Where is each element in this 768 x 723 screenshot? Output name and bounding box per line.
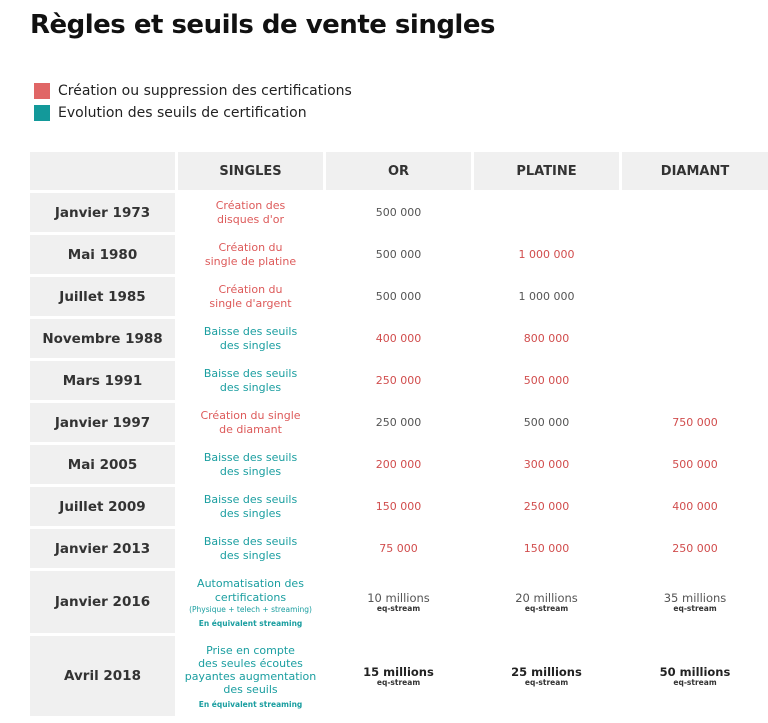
legend-swatch-teal	[34, 105, 50, 121]
unit-or: eq-stream	[376, 603, 421, 613]
row-event	[178, 277, 323, 316]
row-date: Mai 1980	[30, 235, 175, 274]
unit-diamant: eq-stream	[673, 603, 717, 613]
row-date: Juillet 2009	[30, 487, 175, 526]
value-or: 10 millions	[367, 590, 430, 605]
row-diamant	[622, 571, 768, 633]
event-line: Prise en compte	[206, 643, 295, 657]
legend-item-creation	[34, 80, 352, 102]
event-line: des seuils	[223, 682, 278, 696]
row-or: 250 000	[375, 374, 422, 387]
table-row	[30, 361, 768, 400]
event-line: des singles	[219, 548, 282, 562]
value-platine: 25 millions	[511, 664, 582, 679]
row-event	[178, 361, 323, 400]
row-platine: 300 000	[523, 458, 570, 471]
table-header-row	[30, 152, 768, 190]
event-line: des singles	[219, 464, 282, 478]
event-line: Baisse des seuils	[203, 366, 298, 380]
row-event	[178, 319, 323, 358]
event-line: Création du	[218, 240, 283, 254]
table-row	[30, 277, 768, 316]
table-row-2018	[30, 636, 768, 716]
row-event	[178, 193, 323, 232]
certification-table	[27, 149, 768, 719]
row-event	[178, 529, 323, 568]
event-line: des singles	[219, 506, 282, 520]
row-platine: 1 000 000	[518, 290, 575, 303]
row-diamant	[622, 636, 768, 716]
event-line: Automatisation des	[197, 576, 304, 590]
header-diamant: DIAMANT	[622, 152, 768, 190]
legend	[34, 80, 352, 124]
table-row	[30, 529, 768, 568]
page-title: Règles et seuils de vente singles	[30, 10, 495, 40]
row-or: 250 000	[375, 416, 422, 429]
event-line: des singles	[219, 338, 282, 352]
row-date: Janvier 2016	[30, 571, 175, 633]
row-platine	[474, 571, 619, 633]
row-event	[178, 636, 323, 716]
event-line: payantes augmentation	[184, 669, 317, 683]
row-diamant	[622, 361, 768, 400]
event-eq: En équivalent streaming	[198, 618, 303, 628]
header-platine: PLATINE	[474, 152, 619, 190]
unit-or: eq-stream	[376, 677, 421, 687]
table-row	[30, 445, 768, 484]
event-line: Baisse des seuils	[203, 534, 298, 548]
row-platine	[474, 193, 619, 232]
row-diamant	[622, 277, 768, 316]
row-date: Juillet 1985	[30, 277, 175, 316]
row-or: 500 000	[375, 248, 422, 261]
row-platine	[474, 636, 619, 716]
row-diamant	[622, 319, 768, 358]
event-line: Baisse des seuils	[203, 450, 298, 464]
header-or: OR	[326, 152, 471, 190]
event-line: des singles	[219, 380, 282, 394]
table-row	[30, 319, 768, 358]
row-event	[178, 403, 323, 442]
table-row	[30, 235, 768, 274]
table-body	[30, 193, 768, 716]
event-line: single de platine	[204, 254, 297, 268]
row-or	[326, 636, 471, 716]
header-empty	[30, 152, 175, 190]
event-line: Création du single	[200, 408, 301, 422]
row-date: Avril 2018	[30, 636, 175, 716]
row-or: 500 000	[375, 206, 422, 219]
unit-platine: eq-stream	[524, 603, 569, 613]
row-diamant: 250 000	[672, 542, 718, 555]
row-diamant: 500 000	[672, 458, 718, 471]
row-event	[178, 571, 323, 633]
row-diamant: 750 000	[672, 416, 718, 429]
row-or: 150 000	[375, 500, 422, 513]
legend-label-creation: Création ou suppression des certifications	[58, 83, 352, 99]
row-or: 75 000	[379, 542, 418, 555]
value-diamant: 35 millions	[663, 590, 727, 605]
row-diamant: 400 000	[672, 500, 718, 513]
event-line: de diamant	[219, 422, 282, 436]
value-or: 15 millions	[363, 664, 434, 679]
row-platine: 150 000	[523, 542, 570, 555]
row-date: Mars 1991	[30, 361, 175, 400]
event-line: Baisse des seuils	[203, 492, 298, 506]
legend-item-evolution	[34, 102, 352, 124]
table-row	[30, 487, 768, 526]
row-platine: 1 000 000	[518, 248, 575, 261]
legend-swatch-red	[34, 83, 50, 99]
row-platine: 250 000	[523, 500, 570, 513]
unit-platine: eq-stream	[524, 677, 569, 687]
row-diamant	[622, 193, 768, 232]
value-diamant: 50 millions	[659, 664, 731, 679]
event-eq: En équivalent streaming	[198, 699, 303, 709]
row-event	[178, 235, 323, 274]
table-row	[30, 403, 768, 442]
row-or: 200 000	[375, 458, 422, 471]
row-diamant	[622, 235, 768, 274]
row-event	[178, 487, 323, 526]
row-platine: 500 000	[523, 374, 570, 387]
legend-label-evolution: Evolution des seuils de certification	[58, 105, 307, 121]
table-row-2016	[30, 571, 768, 633]
row-platine: 500 000	[523, 416, 570, 429]
row-event	[178, 445, 323, 484]
row-date: Janvier 1997	[30, 403, 175, 442]
event-sub: (Physique + telech + streaming)	[189, 604, 312, 614]
event-line: Création des	[215, 198, 286, 212]
event-line: single d'argent	[209, 296, 292, 310]
row-date: Novembre 1988	[30, 319, 175, 358]
value-platine: 20 millions	[515, 590, 578, 605]
header-singles: SINGLES	[178, 152, 323, 190]
row-date: Janvier 2013	[30, 529, 175, 568]
event-line: Baisse des seuils	[203, 324, 298, 338]
event-line: certifications	[214, 590, 287, 604]
row-platine: 800 000	[523, 332, 570, 345]
event-line: disques d'or	[217, 212, 284, 226]
table-row	[30, 193, 768, 232]
row-or: 400 000	[375, 332, 422, 345]
event-line: Création du	[218, 282, 283, 296]
row-date: Mai 2005	[30, 445, 175, 484]
row-date: Janvier 1973	[30, 193, 175, 232]
row-or	[326, 571, 471, 633]
event-line: des seules écoutes	[198, 656, 303, 670]
row-or: 500 000	[375, 290, 422, 303]
unit-diamant: eq-stream	[673, 677, 717, 687]
